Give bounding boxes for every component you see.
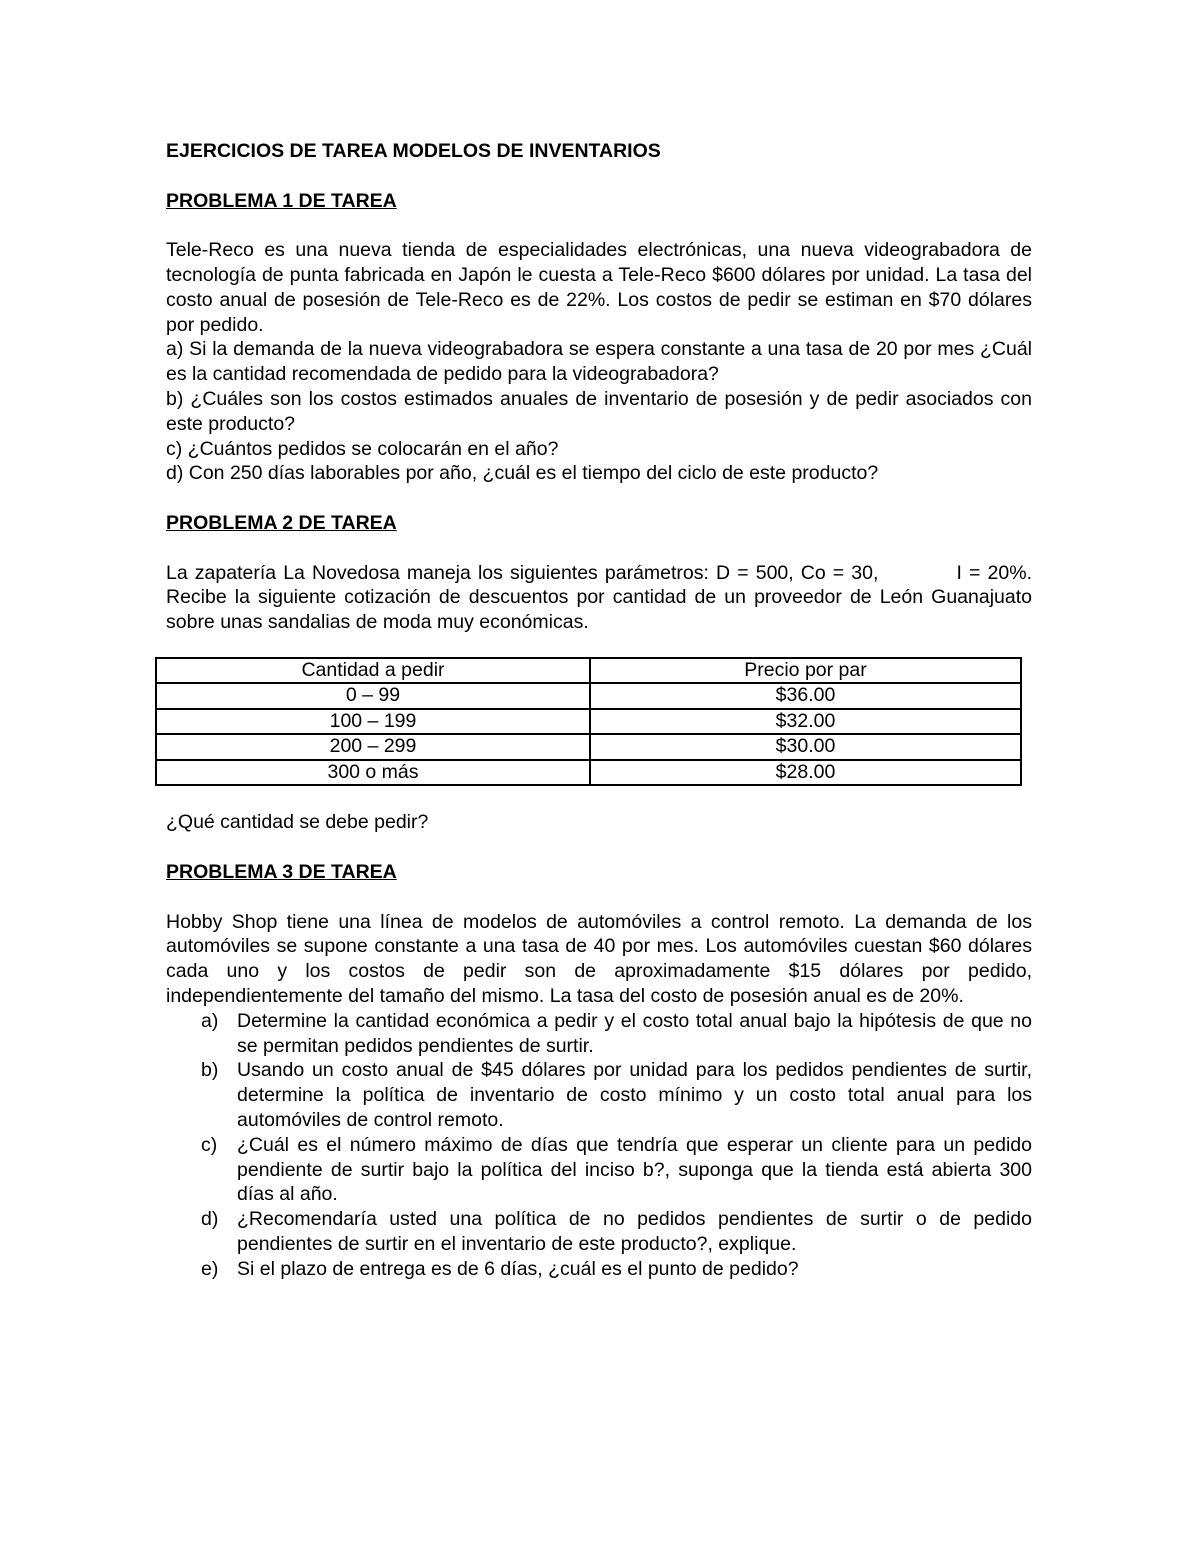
problem1-intro: Tele-Reco es una nueva tienda de especialidades electrónicas, una nueva videograbadora de tecnología de punta fabricada en Japón le cuesta a Tele-Reco $600 dólares por unidad. La tasa del costo anual de posesión de Tele-Reco es de 22%. Los costos de pedir se estiman en $70 dólares por pedido. [166,239,1032,336]
list-marker: e) [201,1257,219,1280]
list-marker: b) [201,1059,219,1082]
problem2-question: ¿Qué cantidad se debe pedir? [166,811,429,834]
table-header-row [156,658,1021,684]
list-item [166,1133,1032,1207]
problem3-questions-list [166,1009,1032,1282]
list-item-text: Determine la cantidad económica a pedir y el costo total anual bajo la hipótesis de que no se permitan pedidos pendientes de surtir. [237,1009,1032,1057]
quantity-cell: 100 – 199 [156,709,590,735]
price-cell: $28.00 [590,760,1021,786]
list-item-text: ¿Cuál es el número máximo de días que tendría que esperar un cliente para un pedido pendiente de surtir bajo la política del inciso b?, suponga que la tienda está abierta 300 días al año. [237,1133,1032,1206]
problem1-question-d: d) Con 250 días laborables por año, ¿cuál es el tiempo del ciclo de este producto? [166,462,879,485]
price-cell: $36.00 [590,683,1021,709]
table-row [156,760,1021,786]
problem3-intro: Hobby Shop tiene una línea de modelos de automóviles a control remoto. La demanda de los automóviles se supone constante a una tasa de 40 por mes. Los automóviles cuestan $60 dólares cada uno y los costos de pedir son de aproximadamente $15 dólares por pedido, independientemente del tamaño del mismo. La tasa del costo de posesión anual es de 20%. [166,910,1032,1008]
quantity-discount-table [155,657,1022,787]
price-cell: $32.00 [590,709,1021,735]
list-marker: a) [201,1009,219,1032]
quantity-cell: 200 – 299 [156,734,590,760]
problem1-question-c: c) ¿Cuántos pedidos se colocarán en el año? [166,437,559,460]
list-item [166,1207,1032,1257]
list-item [166,1009,1032,1059]
list-item-text: Si el plazo de entrega es de 6 días, ¿cuál es el punto de pedido? [237,1257,799,1280]
list-item-text: ¿Recomendaría usted una política de no pedidos pendientes de surtir o de pedido pendientes de surtir en el inventario de este producto?, explique. [237,1208,1032,1255]
problem1-question-b: b) ¿Cuáles son los costos estimados anuales de inventario de posesión y de pedir asociados con este producto? [166,387,1032,435]
problem2-intro: La zapatería La Novedosa maneja los siguientes parámetros: D = 500, Co = 30, I = 20%. Recibe la siguiente cotización de descuentos por cantidad de un proveedor de León Guanajuato sobre unas sandalias de moda muy económicas. [166,561,1038,634]
document-content [166,139,1038,1282]
list-marker: c) [201,1133,218,1156]
price-cell: $30.00 [590,734,1021,760]
table-row [156,734,1021,760]
problem1-question-a: a) Si la demanda de la nueva videograbadora se espera constante a una tasa de 20 por mes ¿Cuál es la cantidad recomendada de pedido para la videograbadora? [166,338,1032,386]
table-row [156,709,1021,735]
column-header-price: Precio por par [590,658,1021,684]
list-marker: d) [201,1208,219,1231]
problem3-heading: PROBLEMA 3 DE TAREA [166,861,397,884]
quantity-cell: 0 – 99 [156,683,590,709]
problem2-heading: PROBLEMA 2 DE TAREA [166,511,397,534]
list-item [166,1257,1032,1282]
column-header-quantity: Cantidad a pedir [156,658,590,684]
document-title: EJERCICIOS DE TAREA MODELOS DE INVENTARIOS [166,140,661,162]
quantity-cell: 300 o más [156,760,590,786]
problem1-heading: PROBLEMA 1 DE TAREA [166,189,397,212]
list-item [166,1058,1032,1132]
list-item-text: Usando un costo anual de $45 dólares por unidad para los pedidos pendientes de surtir, determine la política de inventario de costo mínimo y un costo total anual para los automóviles de control remoto. [237,1059,1032,1131]
table-row [156,683,1021,709]
